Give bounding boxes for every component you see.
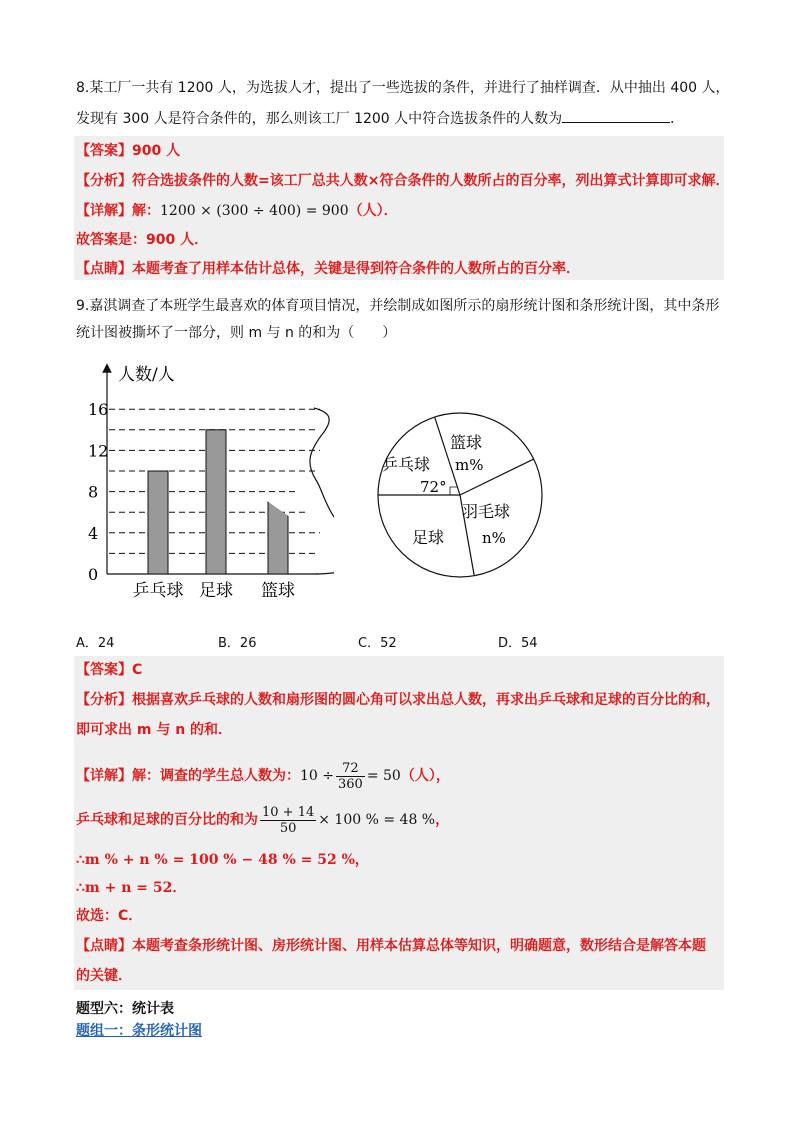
q8-analysis bbox=[76, 171, 729, 191]
q9-analysis-2: 即可求出 m 与 n 的和． bbox=[76, 722, 233, 738]
pie-value-m: m% bbox=[455, 456, 484, 474]
section-title: 题型六：统计表 bbox=[76, 1001, 174, 1017]
q8-detail-prefix: 解： bbox=[132, 203, 160, 219]
q8-line-2 bbox=[76, 108, 684, 129]
x-category-label: 篮球 bbox=[261, 581, 295, 601]
q9-detail-1 bbox=[76, 758, 450, 794]
q8-conclusion: 故答案是：900 人． bbox=[76, 232, 209, 248]
fraction-24-50 bbox=[260, 805, 316, 836]
q9-detail-1-prefix: 解：调查的学生总人数为： bbox=[132, 768, 300, 784]
y-tick-4: 4 bbox=[88, 523, 99, 543]
q9-detail-4-math: ∴m + n = 52． bbox=[76, 880, 187, 896]
q9-comment-tag: 【点睛】 bbox=[76, 938, 132, 954]
q9-detail-1-a: 10 ÷ bbox=[300, 768, 334, 784]
pie-label-football: 足球 bbox=[412, 528, 445, 547]
pie-value-angle: 72° bbox=[420, 478, 447, 496]
q8-detail-math: 1200 × (300 ÷ 400) = 900 bbox=[160, 203, 349, 219]
q9-detail-tag: 【详解】 bbox=[76, 768, 132, 784]
q8-answer bbox=[76, 141, 180, 161]
fraction-denominator: 360 bbox=[338, 776, 363, 792]
pie-chart bbox=[370, 405, 550, 585]
q9-comment-1 bbox=[76, 936, 706, 956]
q9-detail-3 bbox=[76, 850, 369, 870]
bar-0 bbox=[148, 471, 168, 574]
q8-line-1: 8.某工厂一共有 1200 人，为选拔人才，提出了一些选拔的条件，并进行了抽样调查．从中抽出 400 人， bbox=[76, 80, 730, 96]
q8-detail bbox=[76, 201, 398, 221]
q9-line-2: 统计图被撕坏了一部分，则 m 与 n 的和为（ ） bbox=[76, 325, 397, 341]
q8-answer-blank bbox=[562, 108, 670, 123]
q9-detail-2-prefix: 乒乓球和足球的百分比的和为 bbox=[76, 812, 258, 828]
q8-comment bbox=[76, 259, 580, 279]
q9-answer bbox=[76, 660, 142, 680]
q9-answer-value: C bbox=[132, 662, 143, 678]
q9-detail-3-math: ∴m % + n % = 100 % − 48 % = 52 %， bbox=[76, 852, 369, 868]
q9-analysis-tag: 【分析】 bbox=[76, 692, 132, 708]
q8-detail-tag: 【详解】 bbox=[76, 203, 132, 219]
q9-analysis-1 bbox=[76, 690, 720, 710]
option-b: B．26 bbox=[218, 636, 257, 651]
q9-detail-2-suffix: ， bbox=[435, 812, 450, 828]
pie-label-pingpong: 乒乓球 bbox=[382, 455, 431, 474]
fraction-numerator: 10 + 14 bbox=[262, 804, 315, 820]
bar-2 bbox=[268, 502, 288, 574]
y-tick-16: 16 bbox=[88, 400, 109, 420]
q8-comment-text: 本题考查了用样本估计总体，关键是得到符合条件的人数所占的百分率． bbox=[132, 261, 580, 277]
q9-detail-1-b: = 50 bbox=[366, 768, 401, 784]
y-axis-label: 人数/人 bbox=[118, 365, 175, 385]
angle-marker bbox=[450, 487, 458, 495]
y-tick-8: 8 bbox=[88, 482, 99, 502]
option-c: C．52 bbox=[358, 636, 397, 651]
q8-line-2-end: ． bbox=[670, 111, 685, 127]
pie-value-n: n% bbox=[482, 529, 506, 547]
x-category-label: 乒乓球 bbox=[132, 581, 184, 601]
q9-detail-2-math: × 100 % = 48 % bbox=[318, 812, 436, 828]
y-tick-12: 12 bbox=[88, 441, 109, 461]
option-a: A．24 bbox=[76, 636, 115, 651]
q9-detail-1-suffix: （人）， bbox=[400, 768, 450, 784]
q9-line-1: 9.嘉淇调查了本班学生最喜欢的体育项目情况，并绘制成如图所示的扇形统计图和条形统计图，其中条形 bbox=[76, 298, 720, 314]
q8-answer-value: 900 人 bbox=[132, 143, 181, 159]
y-tick-0: 0 bbox=[88, 565, 99, 584]
q9-answer-tag: 【答案】 bbox=[76, 662, 132, 678]
fraction-denominator: 50 bbox=[279, 820, 297, 836]
pie-label-basketball: 篮球 bbox=[450, 433, 483, 452]
fraction-numerator: 72 bbox=[336, 761, 365, 777]
q8-comment-tag: 【点睛】 bbox=[76, 261, 132, 277]
q8-answer-tag: 【答案】 bbox=[76, 143, 132, 159]
x-category-label: 足球 bbox=[199, 581, 233, 601]
section-subtitle-link[interactable]: 题组一：条形统计图 bbox=[76, 1023, 202, 1039]
bar-1 bbox=[206, 430, 226, 574]
q9-comment-text-1: 本题考查条形统计图、房形统计图、用样本估算总体等知识，明确题意，数形结合是解答本题 bbox=[132, 938, 706, 954]
q9-detail-2 bbox=[76, 802, 449, 838]
option-d: D．54 bbox=[498, 636, 538, 651]
torn-edge bbox=[310, 408, 334, 574]
fraction-72-360 bbox=[336, 761, 365, 792]
q9-analysis-text-1: 根据喜欢乒乓球的人数和扇形图的圆心角可以求出总人数，再求出乒乓球和足球的百分比的和， bbox=[132, 692, 720, 708]
q9-conclusion: 故选：C． bbox=[76, 908, 143, 924]
q9-comment-2: 的关键． bbox=[76, 968, 132, 984]
q8-detail-suffix: （人）． bbox=[348, 203, 398, 219]
q9-detail-4 bbox=[76, 878, 186, 898]
q8-analysis-tag: 【分析】 bbox=[76, 173, 132, 189]
q8-analysis-text: 符合选拔条件的人数=该工厂总共人数×符合条件的人数所占的百分率，列出算式计算即可求解． bbox=[132, 173, 730, 189]
bar-chart bbox=[84, 360, 334, 605]
pie-label-badminton: 羽毛球 bbox=[462, 502, 511, 521]
q8-line-2-text: 发现有 300 人是符合条件的，那么则该工厂 1200 人中符合选拔条件的人数为 bbox=[76, 111, 563, 127]
